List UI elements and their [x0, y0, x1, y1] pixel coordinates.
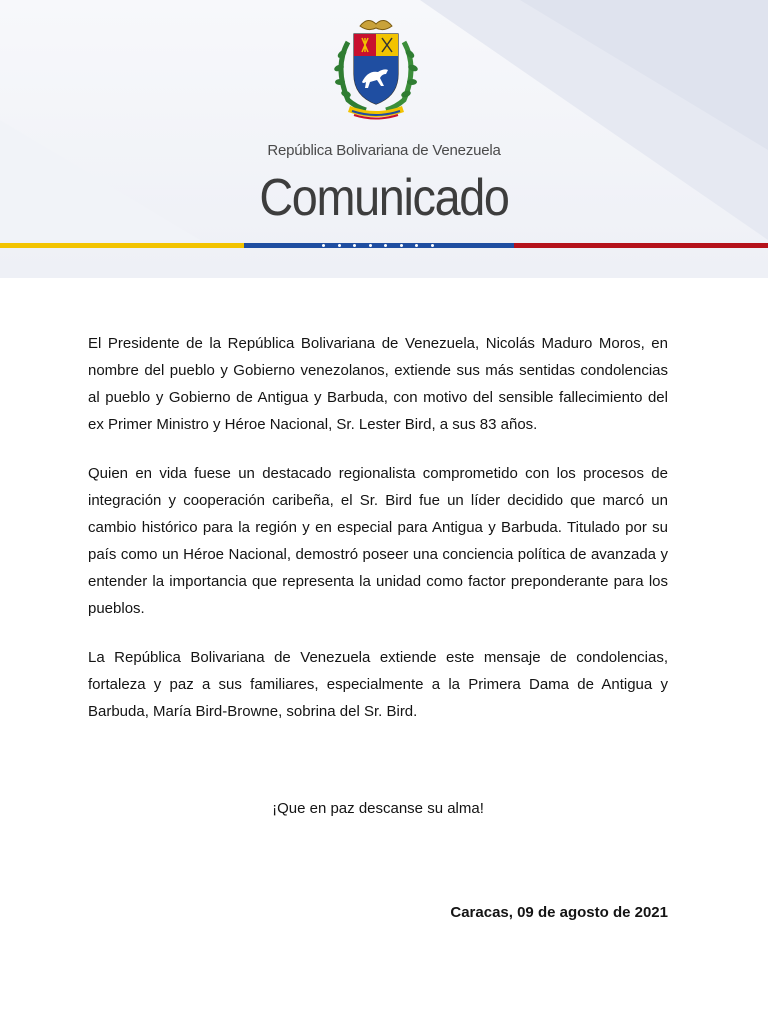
paragraph: La República Bolivariana de Venezuela extiende este mensaje de condolencias, fortaleza y paz a sus familiares, especialmente a la Primera Dama de Antigua y Barbuda, María Bird-Browne, sobrina del Sr. Bird.: [88, 649, 668, 720]
paragraph: Quien en vida fuese un destacado regionalista comprometido con los procesos de integración y cooperación caribeña, el Sr. Bird fue un líder decidido que marcó un cambio histórico para la región y en especial para Antigua y Barbuda. Titulado por su país como un Héroe Nacional, demostró poseer una conciencia política de avanzada y entender la importancia que representa la unidad como factor preponderante para los pueblos.: [88, 465, 668, 617]
statement-body: [88, 330, 668, 747]
flag-stars: [322, 243, 434, 248]
flag-stripe-yellow: [0, 243, 244, 248]
country-name: República Bolivariana de Venezuela: [267, 142, 501, 159]
paragraph: El Presidente de la República Bolivariana de Venezuela, Nicolás Maduro Moros, en nombre del pueblo y Gobierno venezolanos, extiende sus más sentidas condolencias al pueblo y Gobierno de Antigua y Barbuda, con motivo del sensible fallecimiento del ex Primer Ministro y Héroe Nacional, Sr. Lester Bird, a sus 83 años.: [88, 335, 668, 433]
flag-stripe-red: [514, 243, 768, 248]
letterhead: [0, 0, 768, 278]
closing-line: ¡Que en paz descanse su alma!: [272, 800, 484, 817]
coat-of-arms-icon: [326, 12, 426, 122]
document-title: Comunicado: [259, 169, 509, 227]
place-and-date: Caracas, 09 de agosto de 2021: [450, 904, 668, 921]
